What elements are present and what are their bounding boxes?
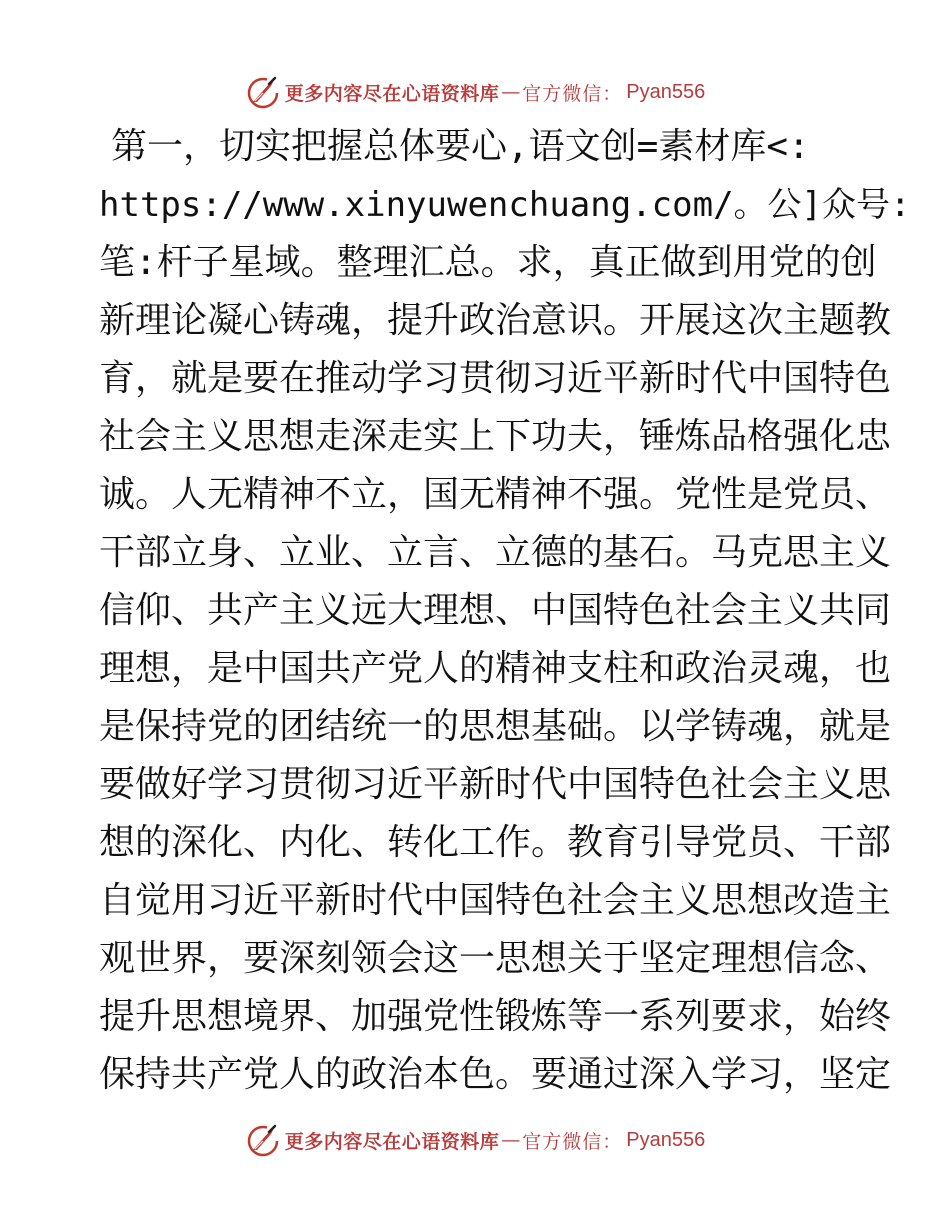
body-line: https://www.xinyuwenchuang.com/。公]众号: bbox=[99, 185, 911, 225]
body-line: 理想，是中国共产党人的精神支柱和政治灵魂，也 bbox=[99, 648, 892, 689]
footer-watermark bbox=[0, 1120, 950, 1160]
body-line: 笔:杆子星域。整理汇总。求，真正做到用党的创 bbox=[99, 242, 877, 283]
body-line: 自觉用习近平新时代中国特色社会主义思想改造主 bbox=[99, 880, 892, 921]
header-watermark bbox=[0, 72, 950, 112]
body-line: 提升思想境界、加强党性锻炼等一系列要求，始终 bbox=[99, 996, 892, 1037]
watermark-brand: 更多内容尽在心语资料库 bbox=[284, 1130, 500, 1153]
body-line: 社会主义思想走深走实上下功夫，锤炼品格强化忠 bbox=[99, 416, 892, 457]
document-body bbox=[99, 118, 911, 1104]
body-line: 想的深化、内化、转化工作。教育引导党员、干部 bbox=[99, 822, 892, 863]
watermark-label: 官方微信： bbox=[522, 82, 623, 105]
body-line: 诚。人无精神不立，国无精神不强。党性是党员、 bbox=[99, 474, 892, 515]
body-line: 干部立身、立业、立言、立德的基石。马克思主义 bbox=[99, 532, 892, 573]
body-line: 信仰、共产主义远大理想、中国特色社会主义共同 bbox=[99, 590, 892, 631]
watermark-wechat-id: Pyan556 bbox=[626, 80, 706, 103]
quill-pen-logo-icon bbox=[245, 74, 281, 110]
body-line: 观世界，要深刻领会这一思想关于坚定理想信念、 bbox=[99, 938, 892, 979]
body-line: 新理论凝心铸魂，提升政治意识。开展这次主题教 bbox=[99, 300, 892, 341]
watermark-dash: — bbox=[501, 1129, 521, 1151]
body-line: 保持共产党人的政治本色。要通过深入学习，坚定 bbox=[99, 1054, 892, 1095]
watermark-dash: — bbox=[501, 81, 521, 103]
body-line: 要做好学习贯彻习近平新时代中国特色社会主义思 bbox=[99, 764, 892, 805]
watermark-brand: 更多内容尽在心语资料库 bbox=[284, 82, 500, 105]
body-line: 第一，切实把握总体要心,语文创=素材库<: bbox=[111, 126, 810, 167]
watermark-wechat-id: Pyan556 bbox=[626, 1128, 706, 1151]
body-line: 是保持党的团结统一的思想基础。以学铸魂，就是 bbox=[99, 706, 892, 747]
body-line: 育，就是要在推动学习贯彻习近平新时代中国特色 bbox=[99, 358, 892, 399]
quill-pen-logo-icon bbox=[245, 1122, 281, 1158]
watermark-label: 官方微信： bbox=[522, 1130, 623, 1153]
